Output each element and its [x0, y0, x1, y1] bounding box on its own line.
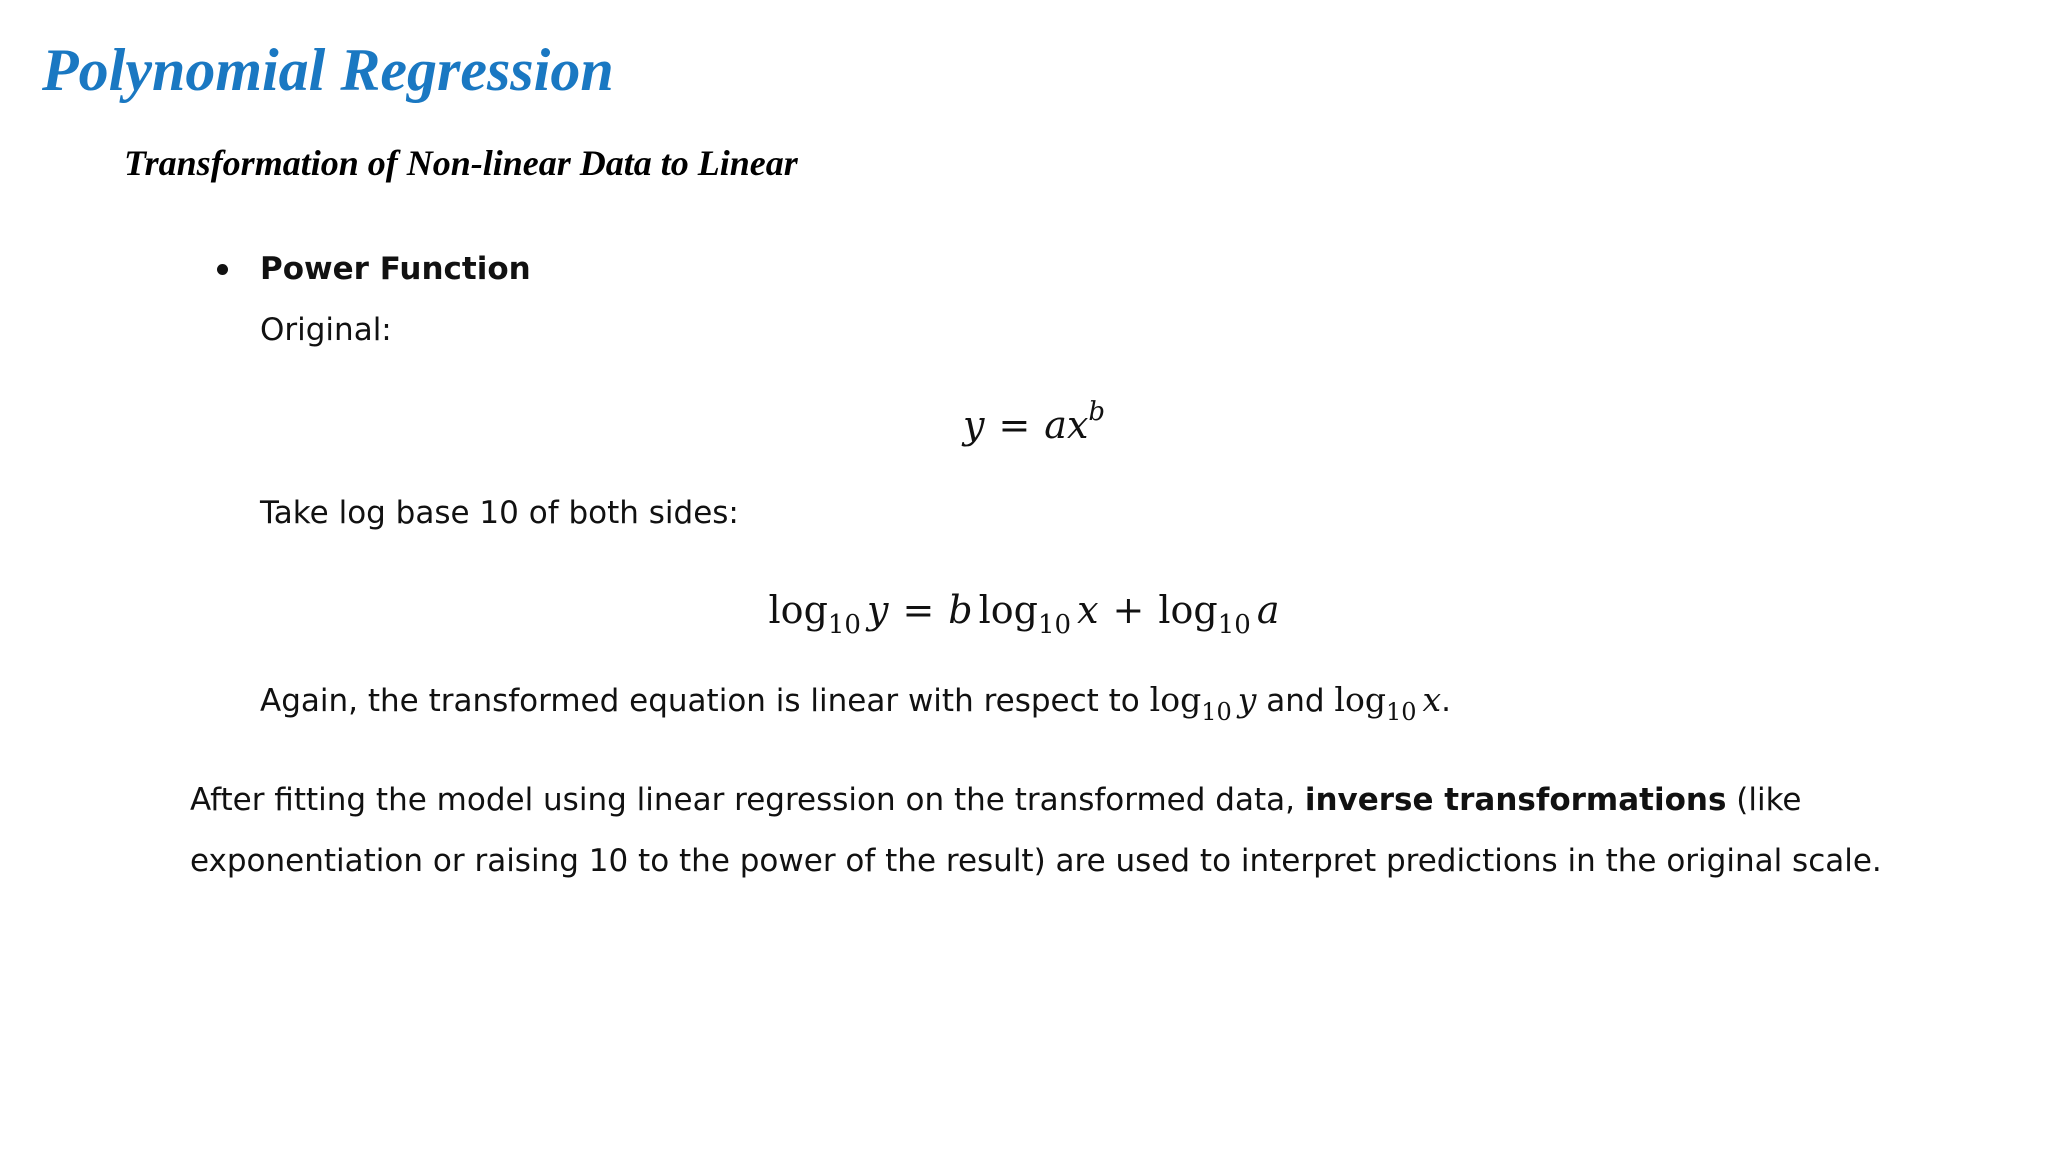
- bullet-dot: [217, 264, 228, 275]
- eq-var-x: x: [1077, 588, 1099, 632]
- inline-log-base: 10: [1201, 698, 1232, 726]
- inline-math-log-x: [1334, 680, 1442, 726]
- eq-equals: =: [902, 588, 935, 632]
- equation-power-function: [0, 390, 2048, 465]
- conclusion-paragraph: [190, 770, 2000, 892]
- eq-var-a: a: [1256, 588, 1280, 632]
- inline-log-function: log: [1149, 680, 1202, 719]
- eq-var-y: y: [962, 403, 985, 447]
- conclusion-emphasis: inverse transformations: [1304, 782, 1727, 818]
- slide-subtitle: Transformation of Non-linear Data to Linear: [124, 143, 798, 183]
- eq-exponent-b: b: [1088, 397, 1106, 427]
- eq-var-b: b: [948, 588, 973, 632]
- linearity-note-period: .: [1441, 683, 1451, 719]
- original-label: Original:: [260, 312, 392, 348]
- linearity-note-text: Again, the transformed equation is linear with respect to: [260, 683, 1150, 719]
- inline-log-function: log: [1334, 680, 1386, 719]
- linearity-note: [260, 674, 1451, 729]
- inline-var-x: x: [1422, 680, 1442, 719]
- eq-var-y: y: [866, 588, 889, 632]
- inline-var-y: y: [1237, 680, 1257, 719]
- eq-log-function: log: [978, 588, 1038, 632]
- inline-math-log-y: [1149, 680, 1257, 726]
- eq-coefficient-a: a: [1044, 403, 1067, 447]
- conclusion-text-start: After fitting the model using linear regression on the transformed data,: [190, 782, 1305, 818]
- conclusion-text-end: (like exponentiation or raising 10 to the power of the result) are used to interpret predictions in the original scale.: [190, 782, 1882, 879]
- linearity-note-and: and: [1256, 683, 1335, 719]
- take-log-label: Take log base 10 of both sides:: [260, 495, 739, 531]
- slide-title: Polynomial Regression: [42, 37, 614, 103]
- eq-log-base: 10: [1037, 610, 1072, 640]
- eq-log-base: 10: [1217, 610, 1251, 640]
- eq-log-base: 10: [827, 610, 861, 640]
- eq-var-x: x: [1066, 403, 1089, 447]
- eq-plus: +: [1112, 588, 1145, 632]
- eq-equals: =: [998, 403, 1031, 447]
- bullet-heading: Power Function: [260, 251, 531, 287]
- eq-log-function: log: [768, 588, 828, 632]
- eq-log-function: log: [1158, 588, 1218, 632]
- inline-log-base: 10: [1385, 698, 1417, 726]
- equation-log-transformed: [0, 575, 2048, 650]
